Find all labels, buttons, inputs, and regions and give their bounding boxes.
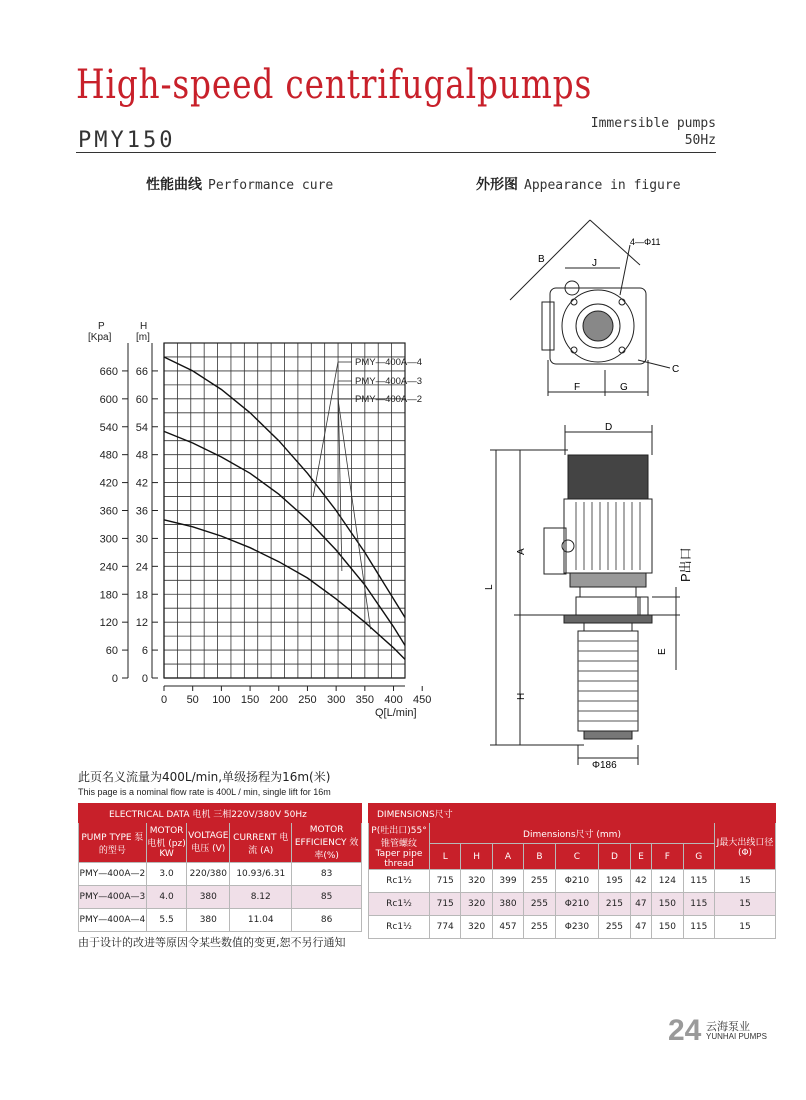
suction-inlet	[584, 731, 632, 739]
h-tick-label: 12	[135, 617, 148, 630]
appearance-heading-cn: 外形图	[476, 177, 518, 193]
x-tick-label: 50	[186, 694, 199, 706]
dim-h-label: H	[516, 692, 527, 700]
x-tick-label: 100	[212, 694, 231, 706]
series-label: PMY—400A—2	[355, 394, 423, 405]
table-row: PMY—400A—2 3.0 220/380 10.93/6.31 83	[79, 863, 362, 886]
electrical-table	[78, 803, 362, 932]
dim-f-label: F	[574, 382, 581, 393]
dim-d-label: D	[605, 422, 613, 433]
p-tick-label: 300	[99, 533, 118, 546]
col-pump-type: PUMP TYPE 泵的型号	[79, 823, 147, 863]
col-voltage: VOLTAGE 电压 (V)	[187, 823, 230, 863]
outlet-hole	[583, 311, 613, 341]
dim-a-label: A	[516, 548, 527, 555]
p-tick-label: 0	[111, 673, 118, 685]
x-tick-label: 450	[413, 694, 432, 706]
h-axis-unit: [m]	[136, 332, 150, 343]
dim-e-label: E	[657, 648, 668, 655]
dim-holes-label: 4—Φ11	[630, 237, 661, 247]
p-tick-label: 240	[99, 561, 118, 574]
col-motor: MOTOR 电机 (pz) KW	[146, 823, 187, 863]
subtitle-frequency: 50Hz	[684, 133, 716, 148]
h-tick-label: 54	[135, 421, 148, 434]
p-tick-label: 180	[99, 589, 118, 602]
series-label: PMY—400A—3	[355, 376, 423, 387]
x-tick-label: 350	[355, 694, 375, 706]
chart-labels	[88, 321, 431, 719]
dim-l-label: L	[484, 584, 495, 590]
dim-j-label: J	[592, 258, 597, 269]
p-tick-label: 420	[99, 477, 118, 490]
x-tick-label: 300	[326, 694, 346, 706]
brand-name-cn: 云海泵业	[706, 1020, 750, 1033]
p-tick-label: 360	[99, 505, 118, 518]
dim-b-label: B	[538, 254, 545, 265]
dim-phi186-label: Φ186	[592, 760, 617, 770]
h-tick-label: 0	[141, 673, 148, 685]
dimensions-table: DIMENSIONS尺寸 P(吐出口)55° 锥管螺纹 Taper pipe thread Dimensions尺寸 (mm) J最大出线口径(Φ) L H A B C D E F G Rc1½ 715 320 399 255 Φ210 195 42 124 115 15 Rc1½ 715 320 380 255 Φ210 215 47 150 115 15 Rc1½ 774 320 457 255 Φ230 255 47 150 115 15	[368, 803, 776, 939]
h-tick-label: 36	[135, 505, 148, 518]
appearance-figure	[480, 210, 700, 770]
brand-name-en: YUNHAI PUMPS	[706, 1032, 767, 1041]
dimensions-header: DIMENSIONS尺寸	[369, 804, 776, 823]
p-tick-label: 60	[105, 645, 118, 658]
series-leader	[313, 362, 338, 497]
h-tick-label: 18	[135, 589, 148, 602]
footnote: 由于设计的改进等原因令某些数值的变更,恕不另行通知	[78, 936, 346, 949]
outlet-label: P出口	[678, 547, 693, 582]
h-tick-label: 66	[135, 365, 148, 378]
x-tick-label: 0	[160, 694, 168, 706]
outlet-head	[576, 597, 640, 615]
mount-flange	[564, 615, 652, 623]
p-tick-label: 600	[99, 393, 118, 406]
h-axis-label: H	[140, 321, 148, 332]
p-axis-label: P	[98, 321, 105, 332]
performance-heading-cn: 性能曲线	[146, 177, 202, 193]
col-pipe-thread: P(吐出口)55° 锥管螺纹 Taper pipe thread	[369, 823, 430, 870]
appearance-heading-en: Appearance in figure	[524, 178, 681, 193]
x-tick-label: 400	[384, 694, 403, 706]
motor-cap	[568, 455, 648, 499]
motor-base	[570, 573, 646, 587]
x-tick-label: 250	[298, 694, 317, 706]
h-tick-label: 6	[141, 645, 148, 658]
col-dimensions-title: Dimensions尺寸 (mm)	[430, 823, 715, 844]
table-row: Rc1½ 715 320 380 255 Φ210 215 47 150 115 15	[369, 893, 776, 916]
dim-g-label: G	[620, 382, 628, 393]
x-axis-label: Q[L/min]	[375, 707, 417, 719]
h-tick-label: 24	[135, 561, 148, 574]
x-tick-label: 150	[240, 694, 260, 706]
note-en: This page is a nominal flow rate is 400L / min, single lift for 16m	[78, 787, 331, 797]
page-number: 24	[668, 1014, 702, 1047]
h-tick-label: 48	[135, 449, 148, 462]
h-tick-label: 60	[135, 393, 148, 406]
model-name: PMY150	[78, 128, 176, 153]
performance-heading-en: Performance cure	[208, 178, 334, 193]
h-tick-label: 42	[135, 477, 148, 490]
series-leader	[338, 381, 342, 571]
h-tick-label: 30	[135, 533, 148, 546]
note-cn: 此页名义流量为400L/min,单级扬程为16m(米)	[78, 770, 331, 784]
series-label: PMY—400A—4	[355, 357, 423, 368]
table-row: PMY—400A—4 5.5 380 11.04 86	[79, 909, 362, 932]
p-tick-label: 540	[99, 421, 118, 434]
x-tick-label: 200	[269, 694, 288, 706]
p-tick-label: 480	[99, 449, 118, 462]
p-axis-unit: [Kpa]	[88, 332, 112, 343]
subtitle-type: Immersible pumps	[590, 116, 716, 131]
table-row: Rc1½ 715 320 399 255 Φ210 195 42 124 115 15	[369, 870, 776, 893]
terminal-box-side	[544, 528, 566, 574]
terminal-box-top	[542, 302, 554, 350]
col-current: CURRENT 电流 (A)	[230, 823, 292, 863]
table-row: PMY—400A—3 4.0 380 8.12 85	[79, 886, 362, 909]
dim-c-label: C	[672, 364, 680, 375]
table-row: Rc1½ 774 320 457 255 Φ230 255 47 150 115 15	[369, 916, 776, 939]
col-efficiency: MOTOR EFFICIENCY 效率(%)	[292, 823, 362, 863]
page-title: High-speed centrifugalpumps	[76, 62, 593, 108]
col-j-max: J最大出线口径(Φ)	[715, 823, 776, 870]
electrical-header: ELECTRICAL DATA 电机 三相220V/380V 50Hz	[79, 804, 362, 823]
p-tick-label: 120	[99, 617, 118, 630]
p-tick-label: 660	[99, 365, 118, 378]
